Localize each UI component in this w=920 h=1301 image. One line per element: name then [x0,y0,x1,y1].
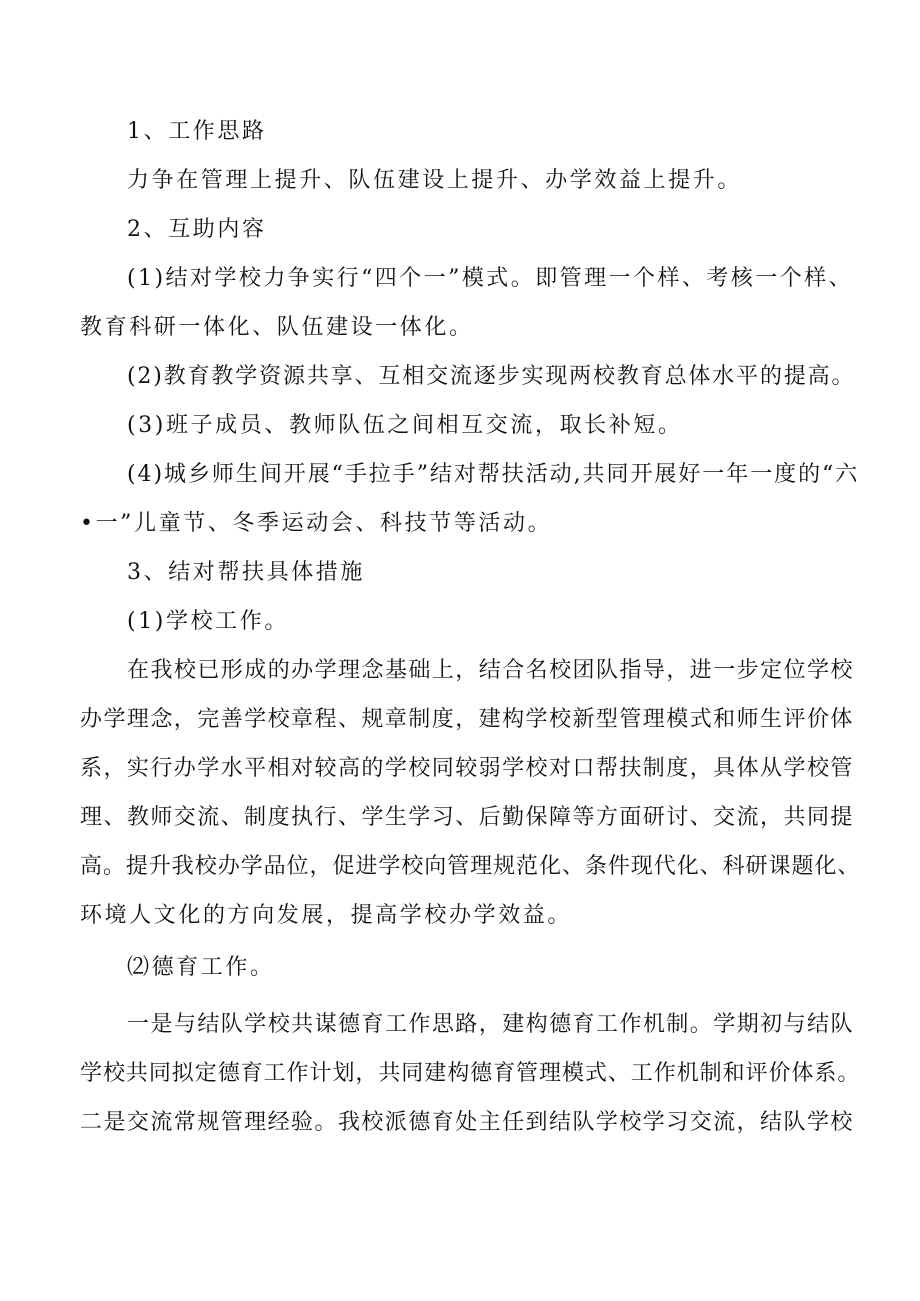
school-work-paragraph-line: 在我校已形成的办学理念基础上，结合名校团队指导，进一步定位学校 [127,658,854,683]
mutual-aid-item-1-line-2: 教育科研一体化、队伍建设一体化。 [80,315,474,340]
school-work-paragraph-line: 理、教师交流、制度执行、学生学习、后勤保障等方面研讨、交流，共同提 [80,805,854,830]
moral-education-paragraph-line: 一是与结队学校共谋德育工作思路，建构德育工作机制。学期初与结队 [127,1012,854,1037]
section-heading-measures: 3、结对帮扶具体措施 [127,560,365,585]
section-heading-mutual-aid: 2、互助内容 [127,217,267,242]
school-work-paragraph-line: 高。提升我校办学品位，促进学校向管理规范化、条件现代化、科研课题化、 [80,854,861,879]
mutual-aid-item-4-line-1: (4)城乡师生间开展“手拉手”结对帮扶活动,共同开展好一年一度的“六 [127,462,860,487]
mutual-aid-item-4-line-2: •一”儿童节、冬季运动会、科技节等活动。 [80,511,553,536]
mutual-aid-item-1-line-1: (1)结对学校力争实行“四个一”模式。即管理一个样、考核一个样、 [127,266,854,291]
subsection-heading-moral-education: ⑵德育工作。 [127,955,275,980]
school-work-paragraph-line: 环境人文化的方向发展，提高学校办学效益。 [80,903,573,928]
mutual-aid-item-2: (2)教育教学资源共享、互相交流逐步实现两校教育总体水平的提高。 [127,364,856,389]
school-work-paragraph-line: 系，实行办学水平相对较高的学校同较弱学校对口帮扶制度，具体从学校管 [80,756,854,781]
subsection-heading-school-work: (1)学校工作。 [127,609,289,634]
moral-education-paragraph-line: 学校共同拟定德育工作计划，共同建构德育管理模式、工作机制和评价体系。 [80,1061,861,1086]
mutual-aid-item-3: (3)班子成员、教师队伍之间相互交流，取长补短。 [127,413,683,438]
school-work-paragraph-line: 办学理念，完善学校章程、规章制度，建构学校新型管理模式和师生评价体 [80,707,854,732]
work-approach-text: 力争在管理上提升、队伍建设上提升、办学效益上提升。 [127,168,743,193]
moral-education-paragraph-line: 二是交流常规管理经验。我校派德育处主任到结队学校学习交流，结队学校 [80,1110,854,1135]
section-heading-work-approach: 1、工作思路 [127,119,267,144]
